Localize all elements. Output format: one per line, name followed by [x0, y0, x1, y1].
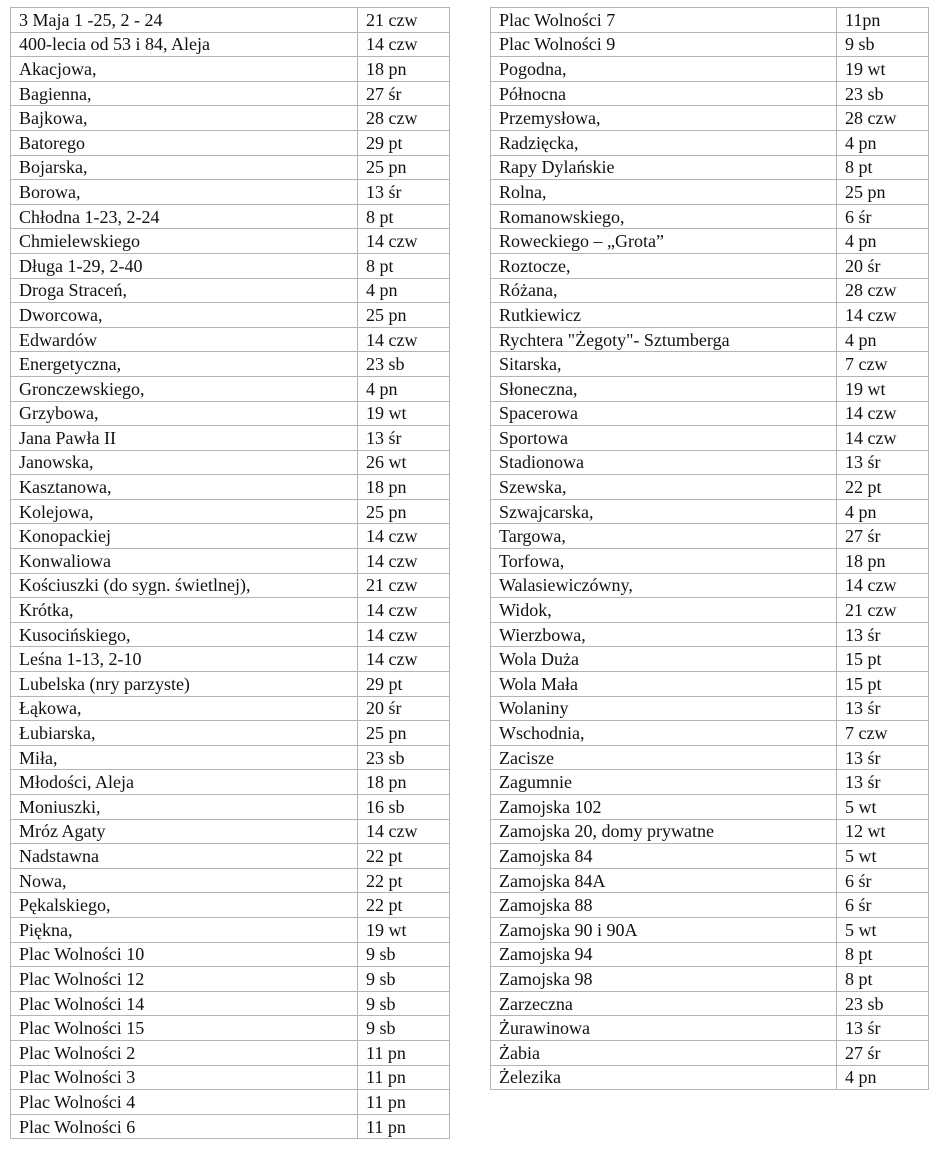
table-row	[11, 844, 450, 869]
street-name-cell: Wolaniny	[491, 696, 837, 721]
street-name-cell: Rolna,	[491, 180, 837, 205]
table-row	[11, 499, 450, 524]
table-row	[491, 1016, 929, 1041]
street-name-cell: Krótka,	[11, 598, 358, 623]
street-name-cell: Batorego	[11, 130, 358, 155]
street-name-cell: Stadionowa	[491, 450, 837, 475]
collection-date-cell: 14 czw	[358, 819, 450, 844]
table-row	[491, 795, 929, 820]
collection-date-cell: 8 pt	[358, 253, 450, 278]
street-name-cell: Łąkowa,	[11, 696, 358, 721]
street-name-cell: Mróz Agaty	[11, 819, 358, 844]
table-row	[491, 573, 929, 598]
table-row	[11, 917, 450, 942]
collection-date-cell: 29 pt	[358, 130, 450, 155]
street-name-cell: Młodości, Aleja	[11, 770, 358, 795]
street-name-cell: Edwardów	[11, 327, 358, 352]
street-name-cell: Janowska,	[11, 450, 358, 475]
collection-date-cell: 4 pn	[837, 130, 929, 155]
street-name-cell: Plac Wolności 4	[11, 1090, 358, 1115]
table-row	[11, 450, 450, 475]
street-name-cell: Pękalskiego,	[11, 893, 358, 918]
table-row	[491, 622, 929, 647]
street-name-cell: Zamojska 90 i 90A	[491, 917, 837, 942]
street-name-cell: Sitarska,	[491, 352, 837, 377]
table-row	[11, 893, 450, 918]
collection-date-cell: 25 pn	[358, 499, 450, 524]
table-row	[491, 401, 929, 426]
collection-date-cell: 11 pn	[358, 1065, 450, 1090]
street-name-cell: Plac Wolności 7	[491, 8, 837, 33]
collection-date-cell: 19 wt	[837, 376, 929, 401]
table-row	[491, 991, 929, 1016]
table-row	[11, 967, 450, 992]
table-row	[11, 327, 450, 352]
collection-date-cell: 6 śr	[837, 204, 929, 229]
collection-date-cell: 18 pn	[358, 770, 450, 795]
street-name-cell: Targowa,	[491, 524, 837, 549]
street-name-cell: Żabia	[491, 1040, 837, 1065]
collection-date-cell: 13 śr	[358, 180, 450, 205]
collection-date-cell: 11 pn	[358, 1114, 450, 1139]
collection-date-cell: 29 pt	[358, 672, 450, 697]
table-row	[491, 844, 929, 869]
collection-date-cell: 25 pn	[358, 155, 450, 180]
collection-date-cell: 25 pn	[358, 303, 450, 328]
table-row	[491, 327, 929, 352]
street-name-cell: Gronczewskiego,	[11, 376, 358, 401]
collection-date-cell: 14 czw	[837, 426, 929, 451]
street-name-cell: Pogodna,	[491, 57, 837, 82]
street-name-cell: Długa 1-29, 2-40	[11, 253, 358, 278]
street-name-cell: Jana Pawła II	[11, 426, 358, 451]
street-name-cell: Zamojska 20, domy prywatne	[491, 819, 837, 844]
table-row	[11, 32, 450, 57]
collection-date-cell: 8 pt	[837, 942, 929, 967]
table-row	[491, 278, 929, 303]
table-row	[491, 8, 929, 33]
collection-date-cell: 16 sb	[358, 795, 450, 820]
collection-date-cell: 4 pn	[837, 229, 929, 254]
street-name-cell: Piękna,	[11, 917, 358, 942]
table-row	[491, 130, 929, 155]
street-name-cell: Rychtera "Żegoty"- Sztumberga	[491, 327, 837, 352]
street-name-cell: Nowa,	[11, 868, 358, 893]
collection-date-cell: 15 pt	[837, 647, 929, 672]
table-row	[491, 942, 929, 967]
schedule-table-right-body	[491, 8, 929, 1090]
collection-date-cell: 19 wt	[837, 57, 929, 82]
street-name-cell: Zamojska 88	[491, 893, 837, 918]
collection-date-cell: 11pn	[837, 8, 929, 33]
street-name-cell: Plac Wolności 9	[491, 32, 837, 57]
collection-date-cell: 14 czw	[837, 401, 929, 426]
collection-date-cell: 28 czw	[358, 106, 450, 131]
schedule-table-right	[490, 7, 929, 1090]
street-name-cell: Plac Wolności 10	[11, 942, 358, 967]
street-name-cell: Torfowa,	[491, 549, 837, 574]
table-row	[11, 229, 450, 254]
collection-date-cell: 18 pn	[837, 549, 929, 574]
table-row	[11, 376, 450, 401]
collection-date-cell: 9 sb	[358, 967, 450, 992]
collection-date-cell: 23 sb	[837, 81, 929, 106]
street-name-cell: Północna	[491, 81, 837, 106]
street-name-cell: Roweckiego – „Grota”	[491, 229, 837, 254]
collection-date-cell: 18 pn	[358, 57, 450, 82]
street-name-cell: Plac Wolności 6	[11, 1114, 358, 1139]
table-row	[11, 549, 450, 574]
street-name-cell: Roztocze,	[491, 253, 837, 278]
street-name-cell: Borowa,	[11, 180, 358, 205]
table-row	[491, 819, 929, 844]
street-name-cell: Grzybowa,	[11, 401, 358, 426]
table-row	[491, 1065, 929, 1090]
table-row	[11, 278, 450, 303]
street-name-cell: Plac Wolności 15	[11, 1016, 358, 1041]
street-name-cell: Lubelska (nry parzyste)	[11, 672, 358, 697]
street-name-cell: Nadstawna	[11, 844, 358, 869]
collection-date-cell: 4 pn	[837, 1065, 929, 1090]
street-name-cell: Wierzbowa,	[491, 622, 837, 647]
table-row	[11, 1065, 450, 1090]
collection-date-cell: 14 czw	[358, 647, 450, 672]
table-row	[491, 917, 929, 942]
street-name-cell: Zamojska 84A	[491, 868, 837, 893]
street-name-cell: Spacerowa	[491, 401, 837, 426]
collection-date-cell: 13 śr	[837, 622, 929, 647]
table-row	[11, 352, 450, 377]
street-name-cell: Radzięcka,	[491, 130, 837, 155]
street-name-cell: Zamojska 94	[491, 942, 837, 967]
street-name-cell: Zamojska 98	[491, 967, 837, 992]
table-row	[491, 253, 929, 278]
collection-date-cell: 14 czw	[837, 303, 929, 328]
collection-date-cell: 5 wt	[837, 844, 929, 869]
collection-date-cell: 8 pt	[837, 155, 929, 180]
street-name-cell: Wola Mała	[491, 672, 837, 697]
collection-date-cell: 13 śr	[837, 745, 929, 770]
collection-date-cell: 14 czw	[358, 622, 450, 647]
table-row	[11, 991, 450, 1016]
collection-date-cell: 7 czw	[837, 721, 929, 746]
table-row	[11, 204, 450, 229]
table-row	[491, 549, 929, 574]
street-name-cell: Miła,	[11, 745, 358, 770]
collection-date-cell: 4 pn	[358, 376, 450, 401]
table-row	[11, 696, 450, 721]
table-row	[491, 376, 929, 401]
collection-date-cell: 8 pt	[837, 967, 929, 992]
table-row	[11, 253, 450, 278]
collection-date-cell: 9 sb	[358, 942, 450, 967]
street-name-cell: Wola Duża	[491, 647, 837, 672]
collection-date-cell: 9 sb	[837, 32, 929, 57]
table-row	[491, 967, 929, 992]
table-row	[491, 180, 929, 205]
collection-date-cell: 21 czw	[358, 8, 450, 33]
table-row	[491, 745, 929, 770]
table-row	[11, 672, 450, 697]
collection-date-cell: 4 pn	[837, 327, 929, 352]
street-name-cell: Konwaliowa	[11, 549, 358, 574]
collection-date-cell: 14 czw	[358, 524, 450, 549]
collection-date-cell: 13 śr	[837, 696, 929, 721]
table-row	[11, 524, 450, 549]
collection-date-cell: 18 pn	[358, 475, 450, 500]
table-row	[11, 426, 450, 451]
table-row	[491, 647, 929, 672]
collection-date-cell: 5 wt	[837, 795, 929, 820]
table-row	[491, 155, 929, 180]
collection-date-cell: 19 wt	[358, 401, 450, 426]
table-row	[11, 622, 450, 647]
street-name-cell: Plac Wolności 3	[11, 1065, 358, 1090]
table-row	[491, 450, 929, 475]
collection-date-cell: 23 sb	[358, 352, 450, 377]
collection-date-cell: 23 sb	[358, 745, 450, 770]
street-name-cell: Konopackiej	[11, 524, 358, 549]
street-name-cell: Zacisze	[491, 745, 837, 770]
street-name-cell: Szwajcarska,	[491, 499, 837, 524]
collection-date-cell: 22 pt	[358, 868, 450, 893]
street-name-cell: Bojarska,	[11, 155, 358, 180]
collection-date-cell: 4 pn	[358, 278, 450, 303]
street-name-cell: Wschodnia,	[491, 721, 837, 746]
collection-date-cell: 13 śr	[837, 770, 929, 795]
schedule-table-left	[10, 7, 450, 1139]
street-name-cell: Plac Wolności 14	[11, 991, 358, 1016]
collection-date-cell: 14 czw	[358, 32, 450, 57]
table-row	[491, 868, 929, 893]
table-row	[491, 1040, 929, 1065]
collection-date-cell: 27 śr	[837, 524, 929, 549]
collection-date-cell: 25 pn	[358, 721, 450, 746]
collection-date-cell: 22 pt	[358, 844, 450, 869]
collection-date-cell: 25 pn	[837, 180, 929, 205]
collection-date-cell: 28 czw	[837, 278, 929, 303]
table-row	[491, 303, 929, 328]
table-row	[11, 647, 450, 672]
table-row	[11, 106, 450, 131]
street-name-cell: Zamojska 102	[491, 795, 837, 820]
table-row	[491, 352, 929, 377]
collection-date-cell: 9 sb	[358, 991, 450, 1016]
table-row	[11, 81, 450, 106]
street-name-cell: Droga Straceń,	[11, 278, 358, 303]
street-name-cell: Szewska,	[491, 475, 837, 500]
collection-date-cell: 15 pt	[837, 672, 929, 697]
table-row	[11, 303, 450, 328]
table-row	[11, 155, 450, 180]
table-row	[491, 598, 929, 623]
collection-date-cell: 8 pt	[358, 204, 450, 229]
schedule-table-left-body	[11, 8, 450, 1139]
street-name-cell: Rapy Dylańskie	[491, 155, 837, 180]
table-row	[491, 499, 929, 524]
table-row	[11, 1016, 450, 1041]
collection-date-cell: 22 pt	[837, 475, 929, 500]
collection-date-cell: 11 pn	[358, 1090, 450, 1115]
street-name-cell: Zamojska 84	[491, 844, 837, 869]
table-row	[11, 57, 450, 82]
street-name-cell: Łubiarska,	[11, 721, 358, 746]
street-name-cell: 3 Maja 1 -25, 2 - 24	[11, 8, 358, 33]
table-row	[11, 1040, 450, 1065]
collection-date-cell: 13 śr	[358, 426, 450, 451]
street-name-cell: Bajkowa,	[11, 106, 358, 131]
table-row	[11, 868, 450, 893]
table-row	[491, 524, 929, 549]
collection-date-cell: 11 pn	[358, 1040, 450, 1065]
street-name-cell: Słoneczna,	[491, 376, 837, 401]
table-row	[491, 475, 929, 500]
collection-date-cell: 20 śr	[837, 253, 929, 278]
collection-date-cell: 6 śr	[837, 893, 929, 918]
table-row	[11, 130, 450, 155]
street-name-cell: Kusocińskiego,	[11, 622, 358, 647]
table-row	[11, 475, 450, 500]
collection-date-cell: 7 czw	[837, 352, 929, 377]
collection-date-cell: 13 śr	[837, 450, 929, 475]
street-name-cell: Moniuszki,	[11, 795, 358, 820]
street-name-cell: Walasiewiczówny,	[491, 573, 837, 598]
street-name-cell: Zarzeczna	[491, 991, 837, 1016]
street-name-cell: Plac Wolności 2	[11, 1040, 358, 1065]
street-name-cell: Plac Wolności 12	[11, 967, 358, 992]
table-row	[11, 819, 450, 844]
street-name-cell: Sportowa	[491, 426, 837, 451]
street-name-cell: Bagienna,	[11, 81, 358, 106]
collection-date-cell: 20 śr	[358, 696, 450, 721]
table-row	[11, 598, 450, 623]
collection-date-cell: 14 czw	[358, 598, 450, 623]
collection-date-cell: 22 pt	[358, 893, 450, 918]
street-name-cell: Leśna 1-13, 2-10	[11, 647, 358, 672]
table-row	[491, 426, 929, 451]
street-name-cell: Akacjowa,	[11, 57, 358, 82]
table-row	[491, 770, 929, 795]
table-row	[11, 401, 450, 426]
street-name-cell: Różana,	[491, 278, 837, 303]
collection-date-cell: 19 wt	[358, 917, 450, 942]
table-row	[11, 745, 450, 770]
street-name-cell: Energetyczna,	[11, 352, 358, 377]
street-name-cell: Widok,	[491, 598, 837, 623]
table-row	[11, 180, 450, 205]
table-row	[11, 573, 450, 598]
table-row	[491, 204, 929, 229]
street-name-cell: Kolejowa,	[11, 499, 358, 524]
table-row	[491, 229, 929, 254]
street-name-cell: Chmielewskiego	[11, 229, 358, 254]
collection-date-cell: 5 wt	[837, 917, 929, 942]
street-name-cell: Kościuszki (do sygn. świetlnej),	[11, 573, 358, 598]
collection-date-cell: 14 czw	[358, 327, 450, 352]
table-row	[491, 893, 929, 918]
table-row	[11, 795, 450, 820]
collection-date-cell: 12 wt	[837, 819, 929, 844]
collection-date-cell: 21 czw	[837, 598, 929, 623]
street-name-cell: Żurawinowa	[491, 1016, 837, 1041]
table-row	[11, 1090, 450, 1115]
street-name-cell: Chłodna 1-23, 2-24	[11, 204, 358, 229]
collection-date-cell: 9 sb	[358, 1016, 450, 1041]
table-row	[11, 1114, 450, 1139]
table-row	[11, 721, 450, 746]
collection-date-cell: 6 śr	[837, 868, 929, 893]
street-name-cell: Rutkiewicz	[491, 303, 837, 328]
table-row	[491, 696, 929, 721]
collection-date-cell: 14 czw	[358, 229, 450, 254]
collection-date-cell: 14 czw	[358, 549, 450, 574]
collection-date-cell: 27 śr	[837, 1040, 929, 1065]
street-name-cell: Przemysłowa,	[491, 106, 837, 131]
street-name-cell: Żelezika	[491, 1065, 837, 1090]
collection-date-cell: 23 sb	[837, 991, 929, 1016]
street-name-cell: Dworcowa,	[11, 303, 358, 328]
street-name-cell: Zagumnie	[491, 770, 837, 795]
collection-date-cell: 27 śr	[358, 81, 450, 106]
table-row	[11, 942, 450, 967]
table-row	[491, 81, 929, 106]
table-row	[491, 721, 929, 746]
table-row	[491, 106, 929, 131]
street-name-cell: Kasztanowa,	[11, 475, 358, 500]
table-row	[491, 32, 929, 57]
table-row	[491, 57, 929, 82]
collection-date-cell: 4 pn	[837, 499, 929, 524]
collection-date-cell: 26 wt	[358, 450, 450, 475]
collection-date-cell: 13 śr	[837, 1016, 929, 1041]
collection-date-cell: 21 czw	[358, 573, 450, 598]
table-row	[11, 8, 450, 33]
street-name-cell: Romanowskiego,	[491, 204, 837, 229]
table-row	[11, 770, 450, 795]
table-row	[491, 672, 929, 697]
collection-date-cell: 14 czw	[837, 573, 929, 598]
collection-date-cell: 28 czw	[837, 106, 929, 131]
street-name-cell: 400-lecia od 53 i 84, Aleja	[11, 32, 358, 57]
